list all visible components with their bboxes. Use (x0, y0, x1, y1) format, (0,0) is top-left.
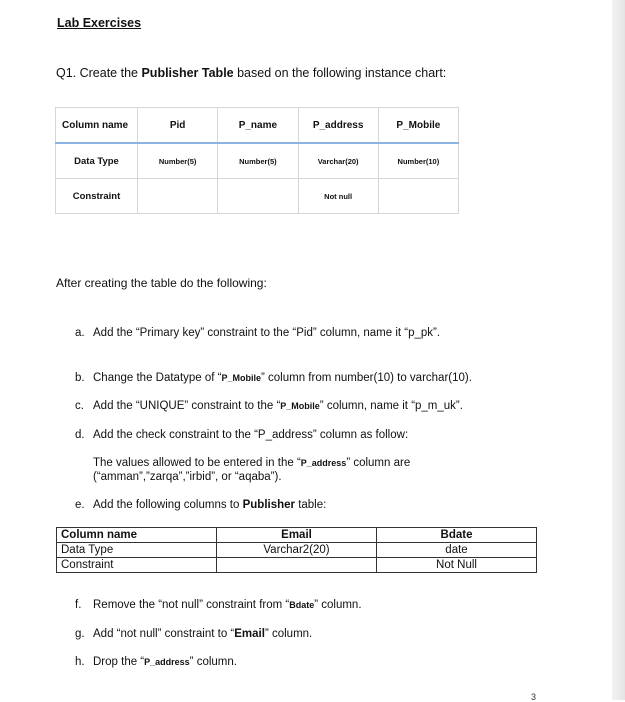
list-item-h (75, 656, 237, 668)
table-header-cell: Email (217, 528, 377, 543)
table-cell (218, 179, 298, 214)
page-number: 3 (531, 692, 537, 702)
question-bold: Publisher Table (141, 66, 234, 80)
item-bold: Email (234, 628, 265, 640)
table-cell: date (377, 543, 537, 558)
new-columns-table (56, 527, 537, 573)
table-cell: Not null (298, 179, 378, 214)
item-column-name: P_Mobile (280, 401, 320, 411)
item-text: Remove the “not null” constraint from “ (93, 599, 290, 611)
item-text: Add the “Primary key” constraint to the “Pid” column, name it “p_pk”. (93, 327, 441, 339)
list-item-a (75, 327, 440, 339)
row-label: Data Type (56, 143, 138, 179)
table-cell: Varchar(20) (298, 143, 378, 179)
list-item-f (75, 599, 362, 611)
table-cell (378, 179, 458, 214)
item-text: ” column. (264, 628, 313, 640)
table-row (57, 543, 537, 558)
table-header-cell: Column name (57, 528, 217, 543)
item-text: Change the Datatype of “ (93, 372, 222, 384)
table-row (56, 143, 459, 179)
item-text: ” column. (189, 656, 237, 668)
row-label: Data Type (57, 543, 217, 558)
table-header-cell: Column name (56, 108, 138, 144)
table-cell: Varchar2(20) (217, 543, 377, 558)
table-row (56, 179, 459, 214)
table-header-cell: P_Mobile (378, 108, 458, 144)
item-label: f. (75, 599, 82, 611)
note-text: ” column are (“amman”,”zarqa”,”irbid”, or “aqaba”). (93, 457, 411, 483)
table-header-cell: P_address (298, 108, 378, 144)
table-cell: Number(10) (378, 143, 458, 179)
check-values-note (93, 456, 473, 484)
item-text: Add the “UNIQUE” constraint to the “ (93, 400, 281, 412)
row-label: Constraint (56, 179, 138, 214)
item-bold: Publisher (242, 499, 295, 511)
table-header-cell: Bdate (377, 528, 537, 543)
question-1 (56, 66, 446, 80)
item-label: h. (75, 656, 85, 668)
page-title: Lab Exercises (57, 16, 142, 30)
item-column-name: P_Mobile (221, 373, 262, 383)
table-header-cell: P_name (218, 108, 298, 144)
list-item-d (75, 429, 408, 441)
table-cell: Number(5) (138, 143, 218, 179)
item-column-name: P_address (144, 657, 190, 667)
table-header-cell: Pid (138, 108, 218, 144)
list-item-e (75, 499, 326, 511)
item-text: Drop the “ (93, 656, 145, 668)
table-cell (217, 558, 377, 573)
list-item-c (75, 400, 463, 412)
page-edge-shadow (612, 0, 625, 700)
table-row (57, 558, 537, 573)
note-column-name: P_address (300, 458, 347, 468)
row-label: Constraint (57, 558, 217, 573)
item-label: g. (75, 628, 85, 640)
note-text: The values allowed to be entered in the “ (93, 457, 301, 469)
question-prefix: Q1. Create the (56, 66, 142, 80)
instructions-intro: After creating the table do the following: (56, 276, 267, 290)
item-text: table: (295, 499, 327, 511)
item-label: d. (75, 429, 85, 441)
item-label: b. (75, 372, 85, 384)
item-text: Add “not null” constraint to “ (93, 628, 235, 640)
item-label: e. (75, 499, 85, 511)
table-row (57, 528, 537, 543)
item-text: ” column. (314, 599, 362, 611)
item-text: ” column from number(10) to varchar(10). (261, 372, 472, 384)
table-cell: Not Null (377, 558, 537, 573)
table-cell (138, 179, 218, 214)
table-row (56, 108, 459, 144)
publisher-instance-chart (55, 107, 459, 214)
item-label: a. (75, 327, 85, 339)
question-suffix: based on the following instance chart: (233, 66, 447, 80)
list-item-b (75, 372, 472, 384)
item-text: Add the following columns to (93, 499, 243, 511)
item-text: ” column, name it “p_m_uk”. (319, 400, 463, 412)
table-cell: Number(5) (218, 143, 298, 179)
item-label: c. (75, 400, 84, 412)
item-column-name: Bdate (289, 600, 315, 610)
list-item-g (75, 628, 312, 640)
item-text: Add the check constraint to the “P_address” column as follow: (93, 429, 409, 441)
